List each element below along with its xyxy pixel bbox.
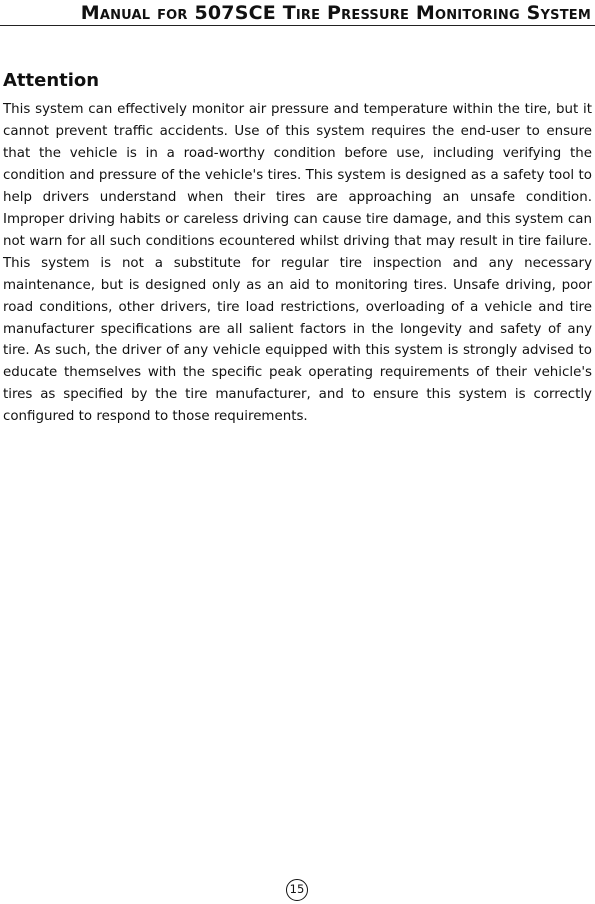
attention-paragraph: This system can effectively monitor air pressure and temperature within the tire, but it cannot prevent traffic accidents. Use of this system requires the end-user to ensure that the vehicle is in a road-worthy condition before use, including verifying the condition and pressure of the vehicle's tires. This system is designed as a safety tool to help drivers understand when their tires are approaching an unsafe condition. Improper driving habits or careless driving can cause tire damage, and this system can not warn for all such conditions ecountered whilst driving that may result in tire failure. This system is not a substitute for regular tire inspection and any necessary maintenance, but is designed only as an aid to monitoring tires. Unsafe driving, poor road conditions, other drivers, tire load restrictions, overloading of a vehicle and tire manufacturer specifications are all salient factors in the longevity and safety of any tire. As such, the driver of any vehicle equipped with this system is strongly advised to educate themselves with the specific peak operating requirements of their vehicle's tires as specified by the tire manufacturer, and to ensure this system is correctly configured to respond to those requirements. xyxy=(3,102,592,425)
page-number: 15 xyxy=(286,879,308,901)
section-heading: Attention xyxy=(3,70,100,91)
running-header xyxy=(0,2,595,26)
document-title: Manual for 507SCE Tire Pressure Monitoring System xyxy=(80,2,591,24)
